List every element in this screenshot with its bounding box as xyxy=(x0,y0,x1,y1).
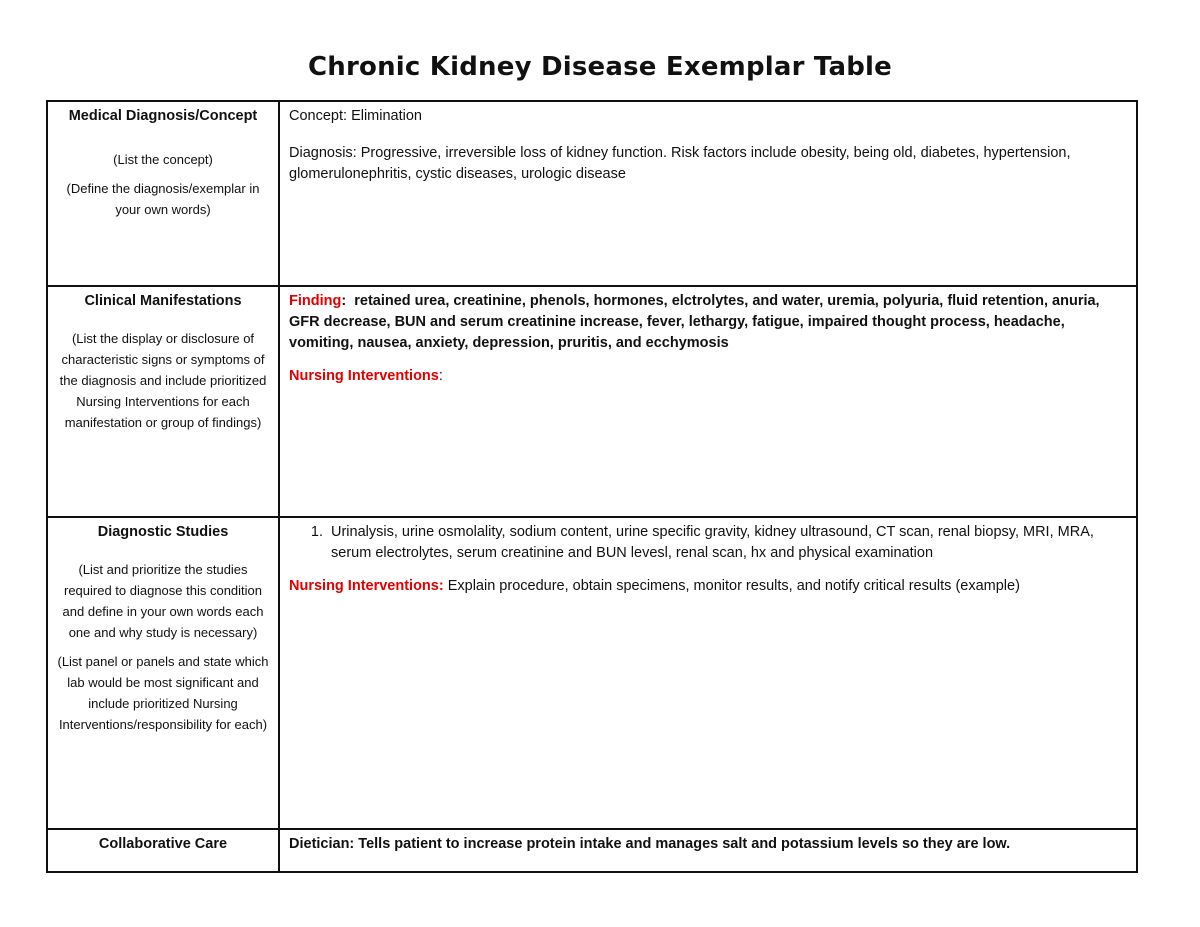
exemplar-table xyxy=(46,100,1138,873)
interventions-paragraph xyxy=(289,576,1127,597)
table-row xyxy=(47,517,1137,829)
care-text: Dietician: Tells patient to increase protein intake and manages salt and potassium levels so they are low. xyxy=(289,836,1011,852)
row-content-cell xyxy=(279,286,1137,517)
row-label-cell xyxy=(47,517,279,829)
finding-paragraph xyxy=(289,291,1127,354)
row-label-cell xyxy=(47,101,279,286)
page-title: Chronic Kidney Disease Exemplar Table xyxy=(308,52,892,82)
table-row xyxy=(47,101,1137,286)
row-heading: Medical Diagnosis/Concept xyxy=(68,108,258,124)
row-heading: Diagnostic Studies xyxy=(97,524,229,540)
finding-colon: : xyxy=(341,293,347,309)
row-instruction: (List the concept) xyxy=(113,152,213,167)
table-row xyxy=(47,829,1137,872)
finding-text: retained urea, creatinine, phenols, hormones, elctrolytes, and water, uremia, polyuria, fluid retention, anuria, GFR decrease, BUN and serum creatinine increase, fever, lethargy, fatigue, impaired thought process, headache, vomiting, nausea, anxiety, depression, pruritis, and ecchymosis xyxy=(289,293,1100,351)
diagnosis-text: Diagnosis: Progressive, irreversible loss of kidney function. Risk factors include obesity, being old, diabetes, hypertension, glomerulonephritis, cystic diseases, urologic disease xyxy=(289,145,1071,182)
row-instruction: (List and prioritize the studies required to diagnose this condition and define in your own words each one and why study is necessary) xyxy=(62,562,264,640)
row-heading: Collaborative Care xyxy=(98,836,228,852)
table-row xyxy=(47,286,1137,517)
interventions-text: Explain procedure, obtain specimens, monitor results, and notify critical results (example) xyxy=(447,578,1020,594)
interventions-paragraph xyxy=(289,366,1127,387)
row-instruction: (List panel or panels and state which lab would be most significant and include prioritized Nursing Interventions/responsibility for each) xyxy=(57,654,269,732)
concept-text: Concept: Elimination xyxy=(289,108,422,124)
interventions-label: Nursing Interventions xyxy=(289,368,439,384)
row-instruction: (List the display or disclosure of characteristic signs or symptoms of the diagnosis and include prioritized Nursing Interventions for each manifestation or group of findings) xyxy=(59,331,267,430)
list-item: 1. Urinalysis, urine osmolality, sodium content, urine specific gravity, kidney ultrasound, CT scan, renal biopsy, MRI, MRA, serum electrolytes, serum creatinine and BUN levesl, renal scan, hx and physical examination xyxy=(327,522,1127,564)
row-content-cell xyxy=(279,101,1137,286)
row-instruction: (Define the diagnosis/exemplar in your own words) xyxy=(66,181,260,217)
interventions-colon: : xyxy=(438,368,443,384)
row-content-cell xyxy=(279,517,1137,829)
row-label-cell xyxy=(47,286,279,517)
row-content-cell xyxy=(279,829,1137,872)
row-heading: Clinical Manifestations xyxy=(84,293,242,309)
interventions-label: Nursing Interventions: xyxy=(289,578,444,594)
row-label-cell xyxy=(47,829,279,872)
studies-list xyxy=(289,522,1127,564)
finding-label: Finding xyxy=(289,293,342,309)
